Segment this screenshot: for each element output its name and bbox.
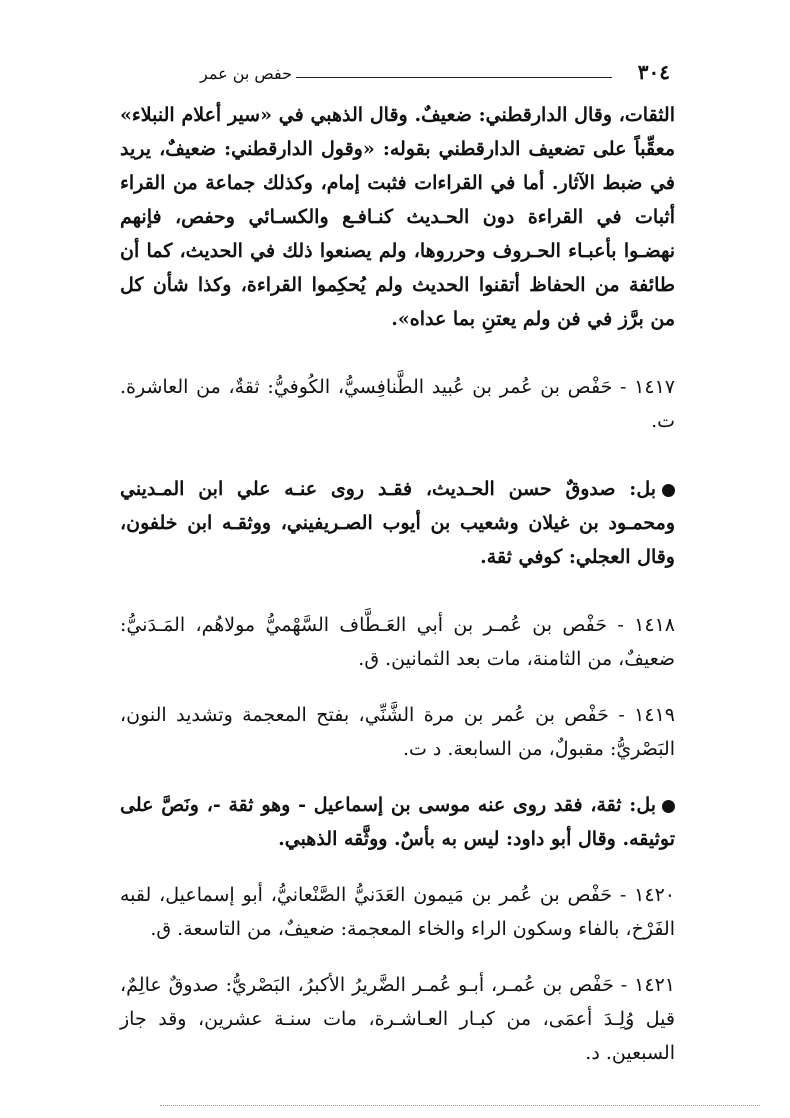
continuation-paragraph: الثقات، وقال الدارقطني: ضعيفٌ. وقال الذهبي في «سير أعلام النبلاء» معقِّباً على تضعيف الدارقطني بقوله: «وقول الدارقطني: ضعيفٌ، يريد في ضبط الآثار. أما في القراءات فثبت إمام، وكذلك جماعة من القراء أثبات في القراءة دون الحـديث كنـافـع والكسـائي وحفص، فإنهم نهضـوا بأعبـاء الحـروف وحرروها، ولم يصنعوا ذلك في الحديث، كما أن طائفة من الحفاظ أتقنوا الحديث ولم يُحكِموا القراءة، وكذا شأن كل من برَّز في فن ولم يعتنِ بما عداه». [120, 104, 675, 330]
entry-1417 [120, 370, 675, 438]
entry-1420 [120, 878, 675, 946]
entry-text: ١٤٢١ - حَفْص بن عُمـر، أبـو عُمـر الضَّريرُ الأكبرُ، البَصْريُّ: صدوقٌ عالِمٌ، قيل وُلِـدَ أعمَى، من كبـار العـاشـرة، مات سنـة عشرين، وقد جاز السبعين. د. [120, 974, 675, 1064]
page-header [200, 60, 670, 90]
entry-1419 [120, 698, 675, 766]
comment-text: بل: ثقة، فقد روى عنه موسى بن إسماعيل - وهو ثقة -، ونَصَّ على توثيقه. وقال أبو داود: ليس به بأسٌ. ووثَّقه الذهبي. [120, 794, 675, 850]
comment-text: بل: صدوقٌ حسن الحـديث، فقـد روى عنـه علي ابن المـديني ومحمـود بن غيلان وشعيب بن أيوب الصـريفيني، ووثقـه ابن خلفون، وقال العجلي: كوفي ثقة. [120, 478, 675, 568]
running-title: حفص بن عمر [200, 64, 293, 83]
page-number: ٣٠٤ [637, 60, 670, 84]
entry-text: ١٤١٨ - حَفْص بن عُمـر بن أبي العَـطَّاف السَّهْميُّ مولاهُم، المَـدَنيُّ: ضعيفٌ، من الثامنة، مات بعد الثمانين. ق. [120, 614, 675, 670]
header-rule [296, 77, 612, 78]
page-body [120, 98, 675, 1070]
entry-1418 [120, 608, 675, 676]
entry-text: ١٤١٩ - حَفْص بن عُمر بن مرة الشَّنِّي، بفتح المعجمة وتشديد النون، البَصْريُّ: مقبولٌ، من السابعة. د ت. [120, 704, 675, 760]
footer-scan-edge [160, 1105, 760, 1116]
comment-1419 [120, 788, 675, 856]
entry-1421 [120, 968, 675, 1070]
entry-text: ١٤٢٠ - حَفْص بن عُمر بن مَيمون العَدَنيُّ الصَّنْعانيُّ، أبو إسماعيل، لقبه الفَرْخ، بالفاء وسكون الراء والخاء المعجمة: ضعيفٌ، من التاسعة. ق. [120, 884, 675, 940]
entry-text: ١٤١٧ - حَفْص بن عُمر بن عُبيد الطَّنافِسيُّ، الكُوفيُّ: ثقةٌ، من العاشرة. ت. [120, 376, 675, 432]
bullet-icon [662, 484, 675, 497]
bullet-icon [662, 800, 675, 813]
comment-1417 [120, 472, 675, 574]
